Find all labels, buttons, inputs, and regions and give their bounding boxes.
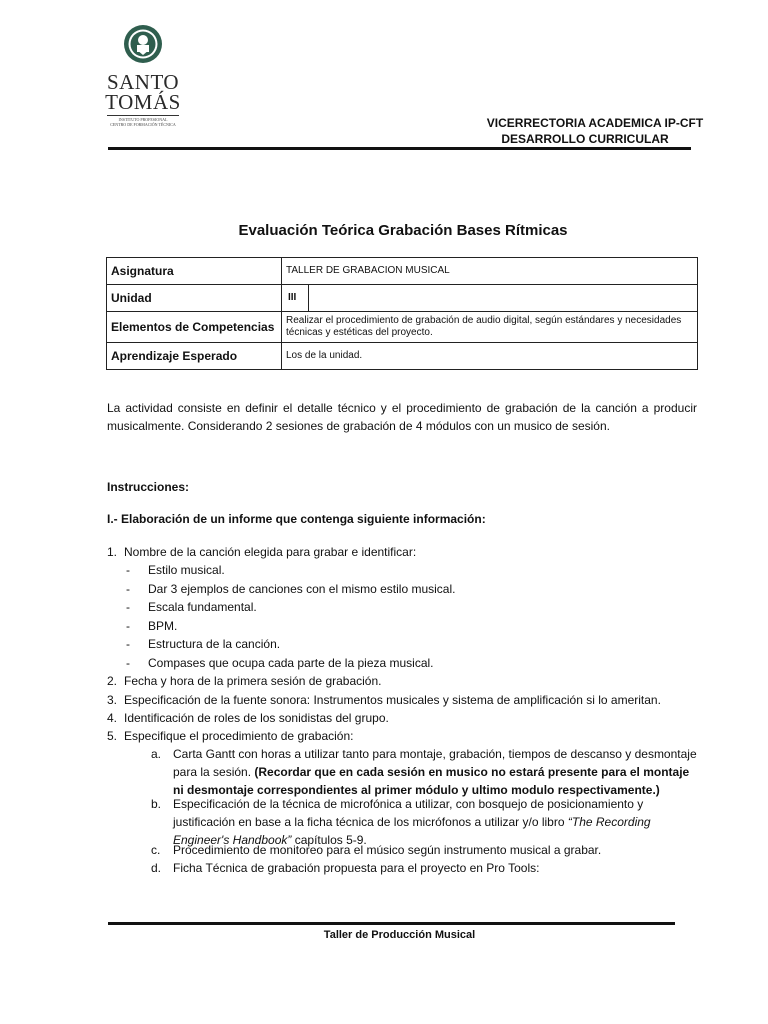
header-divider [108,147,691,150]
asignatura-label: Asignatura [107,258,282,285]
item-number: 3. [107,693,118,707]
intro-paragraph [107,399,697,435]
item-number: 5. [107,729,118,743]
item-text: Nombre de la canción elegida para grabar e identificar: [124,545,417,559]
item-text: Especificación de la fuente sonora: Instrumentos musicales y sistema de amplificación si lo ameritan. [124,693,661,707]
info-table [106,257,698,370]
item-text: Procedimiento de monitoreo para el músico según instrumento musical a grabar. [173,843,602,857]
logo-divider [107,115,179,116]
unidad-empty-cell [308,285,697,311]
item-number: 2. [107,674,118,688]
item-text: Ficha Técnica de grabación propuesta para el proyecto en Pro Tools: [173,861,540,875]
item-number: 4. [107,711,118,725]
table-row [107,312,698,343]
item-dash: - [126,600,130,614]
table-row [107,285,698,312]
seal-icon [123,24,163,64]
intro-line-2: musicalmente. Considerando 2 sesiones de grabación de 4 módulos con un musico de sesión. [107,419,610,433]
item-dash: - [126,563,130,577]
item-text-part: Carta Gantt con horas a utilizar tanto para montaje, grabación, tiempos de descanso y desmontaje para la sesión. [173,747,697,779]
unidad-label: Unidad [107,285,282,312]
item-dash: - [126,637,130,651]
footer-text: Taller de Producción Musical [323,929,476,941]
item-text: Identificación de roles de los sonidistas del grupo. [124,711,389,725]
item-dash: - [126,582,130,596]
header-line-1: VICERRECTORIA ACADEMICA IP-CFT [486,116,704,130]
santo-tomas-logo [100,22,186,134]
intro-line-1: La actividad consiste en definir el detalle técnico y el procedimiento de grabación de la canción a producir [107,401,697,415]
unidad-cell [282,285,698,312]
competencias-value: Realizar el procedimiento de grabación de audio digital, según estándares y necesidades técnicas y estéticas del proyecto. [282,312,698,343]
item-text [173,745,703,799]
item-text: Estructura de la canción. [148,637,281,651]
item-text: Escala fundamental. [148,600,257,614]
item-text: Especifique el procedimiento de grabación: [124,729,354,743]
item-number: 1. [107,545,118,559]
table-row [107,258,698,285]
asignatura-value: TALLER DE GRABACION MUSICAL [282,258,698,285]
instructions-heading: Instrucciones: [107,480,190,494]
item-letter: a. [151,747,162,761]
item-book-title: “The Recording Engineer's Handbook” [173,815,651,847]
aprendizaje-value: Los de la unidad. [282,343,698,370]
competencias-label: Elementos de Competencias [107,312,282,343]
unidad-value: III [288,292,297,303]
item-letter: b. [151,797,162,811]
header-line-2: DESARROLLO CURRICULAR [501,132,669,146]
item-text: BPM. [148,619,178,633]
logo-name-line1: SANTO [106,70,180,94]
item-text: Fecha y hora de la primera sesión de grabación. [124,674,382,688]
aprendizaje-label: Aprendizaje Esperado [107,343,282,370]
item-text-part: Especificación de la técnica de microfónica a utilizar, con bosquejo de posicionamiento y justificación en base a la ficha técnica de los micrófonos a utilizar y/o libro [173,797,644,829]
logo-name-line2: TOMÁS [105,90,181,114]
table-row [107,343,698,370]
item-dash: - [126,656,130,670]
logo-subtitle-1: INSTITUTO PROFESIONAL [118,117,168,122]
footer-divider [108,922,675,925]
item-text: Compases que ocupa cada parte de la pieza musical. [148,656,434,670]
item-text: Estilo musical. [148,563,225,577]
item-text-part: capítulos 5-9. [294,833,367,847]
item-bold-note: (Recordar que en cada sesión en musico no estará presente para el montaje ni desmontaje correspondientes al primer módulo y ultimo modulo respectivamente.) [173,765,690,797]
logo-subtitle-2: CENTRO DE FORMACIÓN TÉCNICA [110,122,176,127]
section-1-heading: I.- Elaboración de un informe que contenga siguiente información: [107,512,486,526]
item-text: Dar 3 ejemplos de canciones con el mismo estilo musical. [148,582,456,596]
item-letter: c. [151,843,161,857]
document-title: Evaluación Teórica Grabación Bases Rítmicas [238,222,568,239]
item-dash: - [126,619,130,633]
item-letter: d. [151,861,162,875]
